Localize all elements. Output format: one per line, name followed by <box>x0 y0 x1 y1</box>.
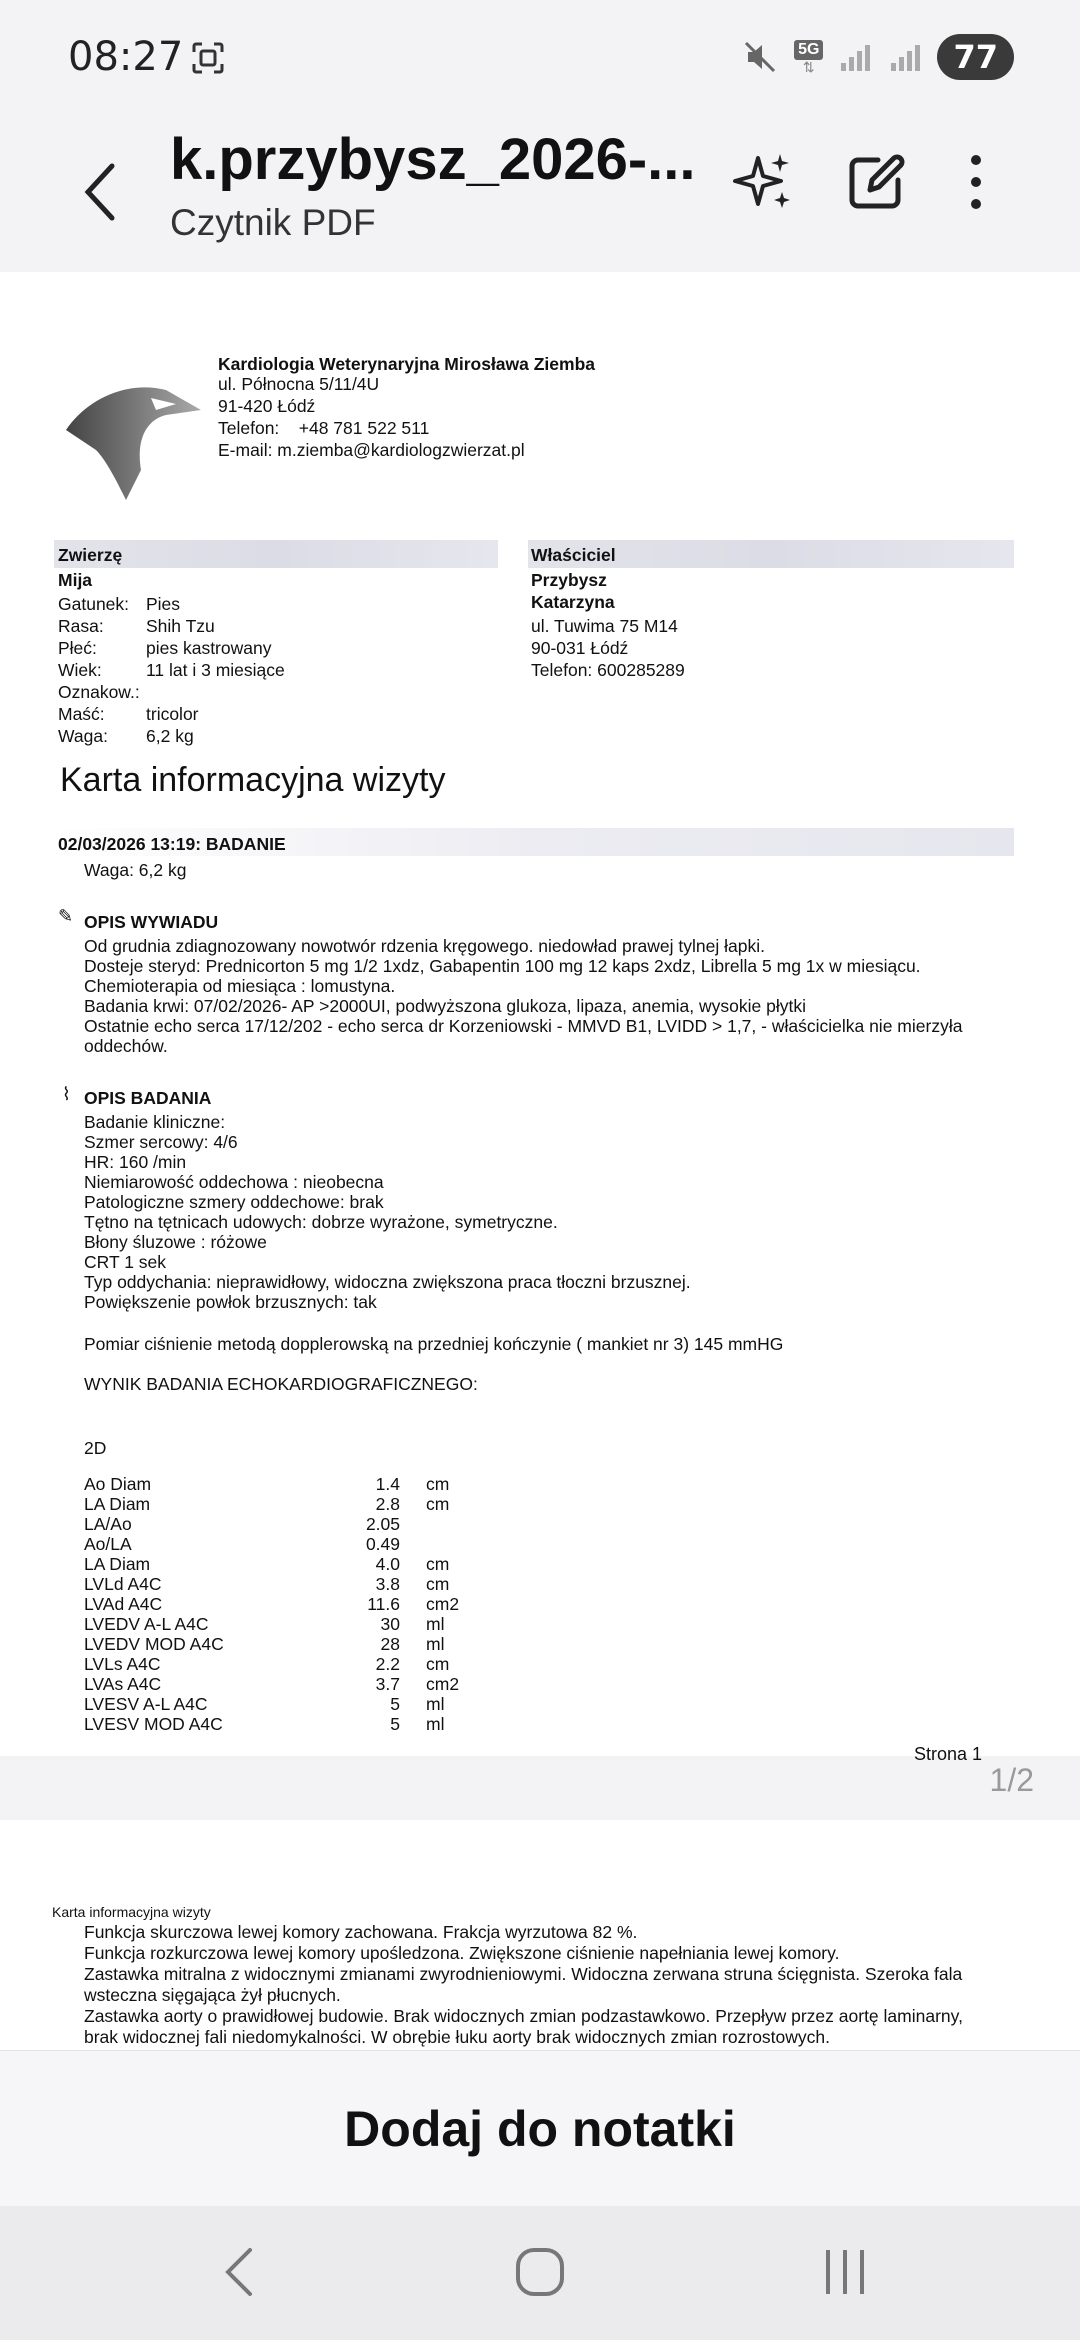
measure-unit: cm <box>426 1494 450 1514</box>
text-line: Błony śluzowe : różowe <box>84 1232 267 1252</box>
measure-name: LA Diam <box>84 1494 151 1514</box>
page-indicator: 1/2 <box>989 1762 1034 1798</box>
field-value: 11 lat i 3 miesiące <box>146 660 285 680</box>
clinic-email: E-mail: m.ziemba@kardiologzwierzat.pl <box>218 440 525 460</box>
measure-value: 2.05 <box>365 1514 400 1534</box>
text-line: Dosteje steryd: Prednicorton 5 mg 1/2 1xdz, Gabapentin 100 mg 12 kaps 2xdz, Librella 5 mg 1x w miesiącu. <box>84 956 921 976</box>
page2-header: Karta informacyjna wizyty <box>52 1904 211 1920</box>
measure-unit: cm2 <box>426 1674 460 1694</box>
clinic-name: Kardiologia Weterynaryjna Mirosława Ziemba <box>218 354 596 374</box>
blood-pressure-text: Pomiar ciśnienie metodą dopplerowską na przedniej kończynie ( mankiet nr 3) 145 mmHG <box>84 1334 784 1354</box>
measure-value: 28 <box>380 1634 400 1654</box>
measure-unit: cm <box>426 1574 450 1594</box>
text-line: oddechów. <box>84 1036 168 1056</box>
screenshot-icon <box>190 40 226 76</box>
text-line: HR: 160 /min <box>84 1152 187 1172</box>
animal-name: Mija <box>58 570 93 590</box>
text-line: Badania krwi: 07/02/2026- AP >2000UI, podwyższona glukoza, lipaza, anemia, wysokie płytki <box>84 996 806 1016</box>
animal-header: Zwierzę <box>58 545 123 565</box>
field-label: Wiek: <box>58 660 102 680</box>
measure-unit: ml <box>426 1694 445 1714</box>
status-time: 08:27 <box>68 34 184 80</box>
measure-name: LA/Ao <box>84 1514 132 1534</box>
measure-value: 0.49 <box>365 1534 400 1554</box>
measure-value: 2.2 <box>375 1654 400 1674</box>
measure-name: LVLs A4C <box>84 1654 161 1674</box>
history-icon: ✎ <box>58 906 74 926</box>
field-label: Waga: <box>58 726 108 746</box>
measure-unit: ml <box>426 1714 445 1734</box>
status-bar <box>0 0 1080 118</box>
clinic-city: 91-420 Łódź <box>218 396 316 416</box>
measure-name: LVEDV A-L A4C <box>84 1614 209 1634</box>
measure-value: 30 <box>380 1614 400 1634</box>
nav-back-icon[interactable] <box>214 2242 264 2302</box>
measure-unit: ml <box>426 1634 445 1654</box>
field-value: Pies <box>146 594 181 614</box>
battery-indicator: 77 <box>937 34 1014 80</box>
echo-mode: 2D <box>84 1438 107 1458</box>
field-label: Płeć: <box>58 638 97 658</box>
measure-name: LVAs A4C <box>84 1674 162 1694</box>
text-line: Niemiarowość oddechowa : nieobecna <box>84 1172 384 1192</box>
measure-value: 1.4 <box>375 1474 400 1494</box>
text-line: Typ oddychania: nieprawidłowy, widoczna zwiększona praca tłoczni brzusznej. <box>84 1272 691 1292</box>
measure-unit: ml <box>426 1614 445 1634</box>
system-nav-bar <box>0 2206 1080 2340</box>
measure-name: LVESV A-L A4C <box>84 1694 208 1714</box>
measure-name: Ao/LA <box>84 1534 132 1554</box>
signal-icon <box>837 39 873 75</box>
field-label: Gatunek: <box>58 594 130 614</box>
field-value: Shih Tzu <box>146 616 215 636</box>
exam-header: OPIS BADANIA <box>84 1088 212 1108</box>
measure-unit: cm <box>426 1554 450 1574</box>
measure-unit: cm <box>426 1654 450 1674</box>
text-line: Funkcja skurczowa lewej komory zachowana. Frakcja wyrzutowa 82 %. <box>84 1922 638 1942</box>
text-line: Tętno na tętnicach udowych: dobrze wyrażone, symetryczne. <box>84 1212 558 1232</box>
text-line: Badanie kliniczne: <box>84 1112 226 1132</box>
measure-value: 2.8 <box>375 1494 400 1514</box>
measure-value: 5 <box>390 1714 400 1734</box>
echo-header: WYNIK BADANIA ECHOKARDIOGRAFICZNEGO: <box>84 1374 478 1394</box>
document-heading: Karta informacyjna wizyty <box>60 761 446 799</box>
text-line: Patologiczne szmery oddechowe: brak <box>84 1192 384 1212</box>
text-line: Chemioterapia od miesiąca : lomustyna. <box>84 976 396 996</box>
measure-value: 4.0 <box>375 1554 400 1574</box>
back-arrow-icon[interactable] <box>80 152 120 232</box>
field-value: tricolor <box>146 704 199 724</box>
measure-name: LVESV MOD A4C <box>84 1714 223 1734</box>
clinic-logo <box>56 360 206 510</box>
visit-weight: Waga: 6,2 kg <box>84 860 187 880</box>
measure-value: 3.8 <box>375 1574 400 1594</box>
field-label: Maść: <box>58 704 105 724</box>
owner-phone: Telefon: 600285289 <box>531 660 685 680</box>
ai-sparkle-icon[interactable] <box>726 146 798 218</box>
text-line: Powiększenie powłok brzusznych: tak <box>84 1292 377 1312</box>
owner-address: ul. Tuwima 75 M14 <box>531 616 678 636</box>
text-line: Zastawka aorty o prawidłowej budowie. Brak widocznych zmian podzastawkowo. Przepływ przez aortę laminarny, <box>84 2006 963 2026</box>
edit-icon[interactable] <box>840 146 912 218</box>
measure-name: Ao Diam <box>84 1474 152 1494</box>
field-label: Oznakow.: <box>58 682 140 702</box>
measure-value: 3.7 <box>375 1674 400 1694</box>
measure-unit: cm <box>426 1474 450 1494</box>
field-label: Rasa: <box>58 616 104 636</box>
pdf-viewer[interactable] <box>0 270 1080 2050</box>
measure-value: 11.6 <box>367 1594 400 1614</box>
add-to-note-label: Dodaj do notatki <box>344 2101 736 2157</box>
history-header: OPIS WYWIADU <box>84 912 219 932</box>
more-options-icon[interactable] <box>940 146 1012 218</box>
text-line: Od grudnia zdiagnozowany nowotwór rdzenia kręgowego. niedowład prawej tylnej łapki. <box>84 936 765 956</box>
owner-header: Właściciel <box>531 545 616 565</box>
nav-recents-icon[interactable] <box>820 2246 870 2298</box>
text-line: Funkcja rozkurczowa lewej komory upośledzona. Zwiększone ciśnienie napełniania lewej komory. <box>84 1943 840 1963</box>
clinic-phone: Telefon: +48 781 522 511 <box>218 418 430 438</box>
app-subtitle: Czytnik PDF <box>170 202 376 243</box>
measure-name: LVEDV MOD A4C <box>84 1634 224 1654</box>
network-5g-icon: 5G ⇅ <box>794 40 823 74</box>
owner-firstname: Katarzyna <box>531 592 615 612</box>
owner-city: 90-031 Łódź <box>531 638 629 658</box>
pdf-page-1 <box>0 272 1080 1764</box>
field-value: pies kastrowany <box>146 638 272 658</box>
text-line: Szmer sercowy: 4/6 <box>84 1132 238 1152</box>
mute-icon <box>740 37 780 77</box>
owner-surname: Przybysz <box>531 570 607 590</box>
paperclip-icon: ⌇ <box>62 1084 71 1104</box>
text-line: brak widocznej fali niedomykalności. W obrębie łuku aorty brak widocznych zmian rozrostowych. <box>84 2027 831 2047</box>
measure-name: LVAd A4C <box>84 1594 163 1614</box>
text-line: Ostatnie echo serca 17/12/202 - echo serca dr Korzeniowski - MMVD B1, LVIDD > 1,7, - właścicielka nie mierzyła <box>84 1016 963 1036</box>
signal-icon-2 <box>887 39 923 75</box>
document-title: k.przybysz_2026-... <box>170 127 696 192</box>
nav-home-icon[interactable] <box>514 2246 566 2298</box>
measure-value: 5 <box>390 1694 400 1714</box>
pdf-page-2 <box>0 1820 1080 2050</box>
text-line: wsteczna sięgająca żył płucnych. <box>84 1985 341 2005</box>
text-line: CRT 1 sek <box>84 1252 167 1272</box>
measure-unit: cm2 <box>426 1594 460 1614</box>
app-bar <box>0 118 1080 270</box>
measure-name: LA Diam <box>84 1554 151 1574</box>
page-footer: Strona 1 <box>914 1744 983 1764</box>
visit-header: 02/03/2026 13:19: BADANIE <box>58 834 286 854</box>
clinic-street: ul. Północna 5/11/4U <box>218 374 380 394</box>
add-to-note-button[interactable] <box>0 2050 1080 2207</box>
measure-name: LVLd A4C <box>84 1574 162 1594</box>
field-value: 6,2 kg <box>146 726 194 746</box>
text-line: Zastawka mitralna z widocznymi zmianami zwyrodnieniowymi. Widoczna zerwana struna ścięgnista. Szeroka fala <box>84 1964 963 1984</box>
